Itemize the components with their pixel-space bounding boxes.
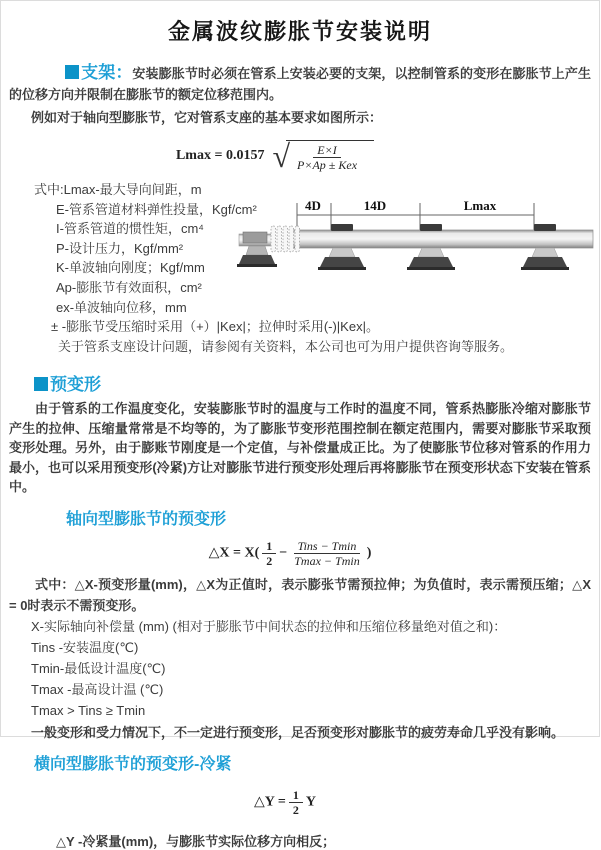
- axial-line: Tins -安装温度(℃): [31, 639, 139, 655]
- dim-label-4d: 4D: [305, 198, 321, 213]
- definition-line: E-管系管道材料弹性投量，Kgf/cm²: [56, 201, 257, 217]
- formula-delta-y-lhs: △Y =: [254, 794, 286, 810]
- pipe: [293, 230, 593, 248]
- section-marker-icon: [34, 377, 48, 391]
- temp-numerator: Tins − Tmin: [294, 539, 361, 554]
- axial-variable-lines: [9, 616, 591, 721]
- predeform-heading-label: 预变形: [50, 375, 101, 395]
- axial-line: Tmin-最低设计温度(℃): [31, 660, 166, 676]
- formula-delta-x-rhs: ): [366, 545, 372, 561]
- formula-lmax-radicand: [286, 140, 374, 172]
- support-intro: [9, 62, 591, 105]
- definition-line: Ap-膨胀节有效面积，cm²: [56, 279, 202, 295]
- axial-closing-note: 一般变形和受力情况下，不一定进行预变形，足否预变形对膨胀节的疲劳寿命几乎没有影响。: [31, 724, 565, 740]
- axial-heading: 轴向型膨胀节的预变形: [66, 510, 227, 528]
- definition-line: I-管系管道的惯性矩，cm⁴: [56, 221, 204, 237]
- section-heading-support: [65, 63, 132, 82]
- support-consulting-note: 关于管系支座设计问题，请参阅有关资料，本公司也可为用户提供咨询等服务。: [58, 338, 514, 354]
- definition-line: ex-单波轴向位移，mm: [56, 299, 187, 315]
- definition-line: K-单波轴向刚度；Kgf/mm: [56, 260, 205, 276]
- radical-sign-icon: √: [272, 138, 291, 174]
- axial-line: Tmax > Tins ≥ Tmin: [31, 702, 146, 718]
- formula-lmax-fraction: [293, 143, 361, 172]
- axial-note-main: 式中：△X-预变形量(mm)，△X为正值时，表示膨张节需预拉伸；为负值时，表示需预压缩；△X = 0时表示不需预变形。: [9, 576, 591, 613]
- pipe-support-diagram: [237, 191, 601, 291]
- support-heading-label: 支架：: [81, 63, 133, 82]
- page-title: 金属波纹膨胀节安装说明: [167, 19, 432, 44]
- formula-delta-y: [9, 788, 561, 817]
- bellows-icon: [271, 226, 300, 252]
- dim-label-14d: 14D: [363, 198, 387, 213]
- lateral-note: △Y -冷紧量(mm)，与膨胀节实际位移方向相反；: [56, 833, 336, 849]
- one-half-fraction: [289, 788, 303, 817]
- half-numerator: 1: [289, 788, 303, 803]
- formula-delta-x-lhs: △X = X(: [208, 545, 260, 561]
- support-example-text: 例如对于轴向型膨胀节，它对管系支座的基本要求如图所示：: [31, 110, 383, 125]
- half-denominator: 2: [266, 553, 273, 568]
- definition-line: 式中:Lmax-最大导向间距，m: [34, 182, 202, 197]
- definition-line: P-设计压力，Kgf/mm²: [56, 240, 184, 256]
- section-heading-predeform: [34, 370, 591, 395]
- definition-line: ± -膨胀节受压缩时采用（+）|Kex|；拉伸时采用(-)|Kex|。: [51, 319, 379, 335]
- minus-operator: −: [279, 545, 288, 561]
- formula-lmax: [9, 140, 541, 172]
- axial-line: Tmax -最高设计温 (℃): [31, 681, 164, 697]
- half-numerator: 1: [262, 539, 276, 554]
- support-intro-text: 安装膨胀节时必须在管系上安装必要的支架，以控制管系的变形在膨胀节上产生的位移方向并限制在膨胀节的额定位移范围内。: [9, 66, 591, 102]
- predeform-body-text: 由于管系的工作温度变化，安装膨胀节时的温度与工作时的温度不同，管系热膨胀冷缩对膨胀节产生的拉伸、压缩量常常是不均等的，为了膨胀节变形范围控制在额定范围内，需要对膨胀节采取预变形处理。另外，由于膨账节刚度是一个定值，与补偿量成正比。为了使膨胀节位移对管系的作用力最小，也可以采用预变形(冷紧)方让对膨胀节进行预变形处理后再将膨胀节在预变形状态下安装在管系中。: [9, 401, 591, 495]
- temperature-fraction: [290, 539, 363, 568]
- temp-denominator: Tmax − Tmin: [294, 553, 360, 568]
- one-half-fraction: [262, 539, 276, 568]
- dim-label-lmax: Lmax: [463, 198, 497, 213]
- formula-lmax-numerator: E×I: [313, 143, 340, 158]
- formula-lmax-denominator: P×Ap ± Kex: [297, 158, 358, 172]
- lateral-heading: 横向型膨胀节的预变形-冷紧: [34, 755, 232, 773]
- formula-lmax-lhs: Lmax = 0.0157: [175, 147, 265, 163]
- half-denominator: 2: [292, 802, 299, 817]
- axial-line: X-实际轴向补偿量 (mm) (相对于膨胀节中间状态的拉伸和压缩位移量绝对值之和)：: [31, 618, 507, 634]
- section-marker-icon: [65, 65, 79, 79]
- formula-delta-x: [9, 539, 571, 568]
- formula-delta-y-rhs: Y: [305, 794, 316, 810]
